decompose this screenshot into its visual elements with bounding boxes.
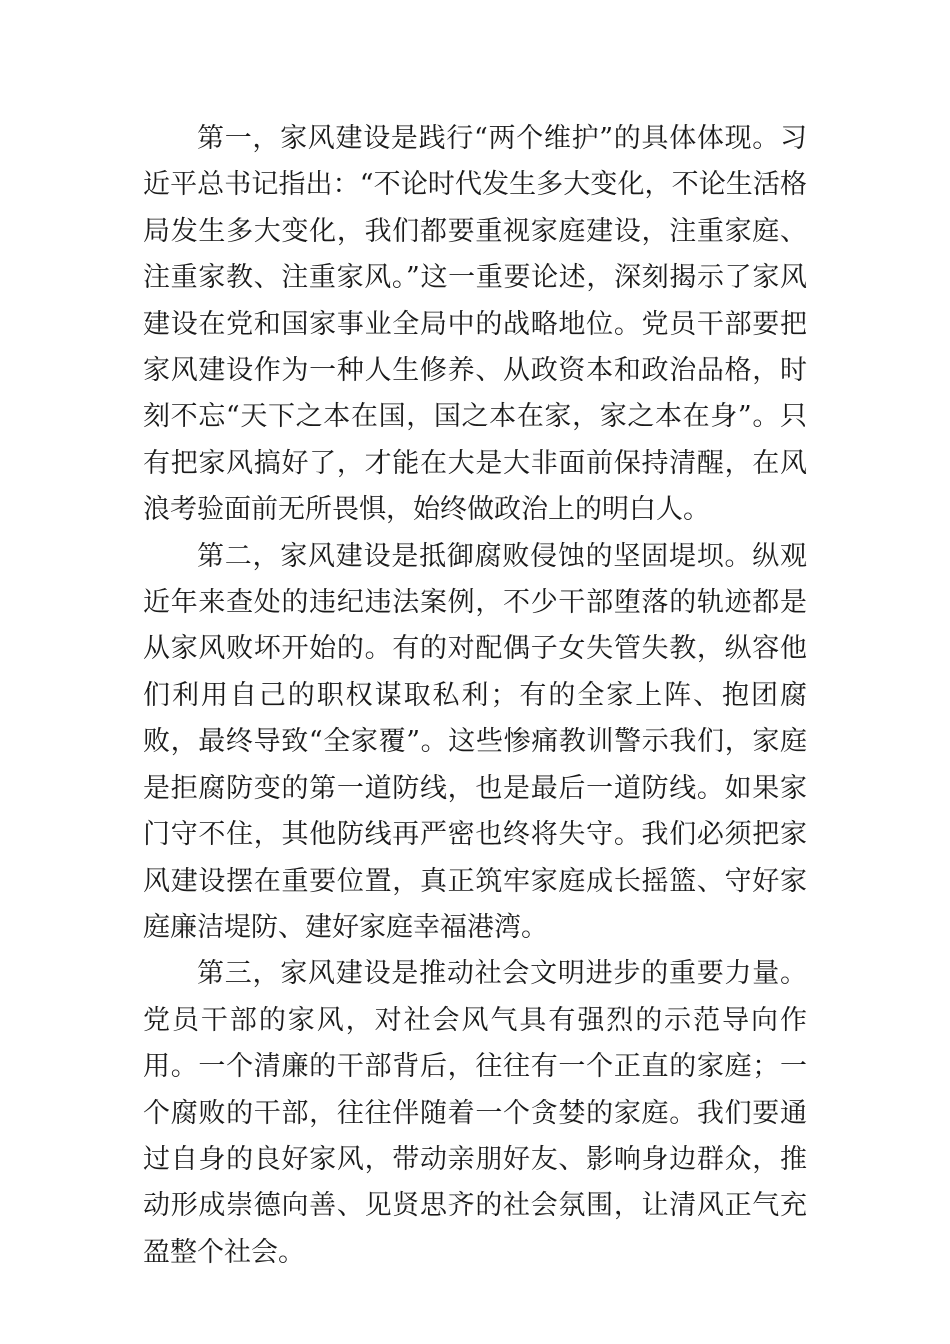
paragraph-third: 第三，家风建设是推动社会文明进步的重要力量。党员干部的家风，对社会风气具有强烈的示范导向作用。一个清廉的干部背后，往往有一个正直的家庭；一个腐败的干部，往往伴随着一个贪婪的家庭。我们要通过自身的良好家风，带动亲朋好友、影响身边群众，推动形成崇德向善、见贤思齐的社会氛围，让清风正气充盈整个社会。 (143, 958, 807, 1268)
document-page (143, 116, 807, 1276)
paragraph-first: 第一，家风建设是践行“两个维护”的具体体现。习近平总书记指出：“不论时代发生多大变化，不论生活格局发生多大变化，我们都要重视家庭建设，注重家庭、注重家教、注重家风。”这一重要论述，深刻揭示了家风建设在党和国家事业全局中的战略地位。党员干部要把家风建设作为一种人生修养、从政资本和政治品格，时刻不忘“天下之本在国，国之本在家，家之本在身”。只有把家风搞好了，才能在大是大非面前保持清醒，在风浪考验面前无所畏惧，始终做政治上的明白人。 (143, 123, 807, 526)
paragraph-second: 第二，家风建设是抵御腐败侵蚀的坚固堤坝。纵观近年来查处的违纪违法案例，不少干部堕落的轨迹都是从家风败坏开始的。有的对配偶子女失管失教，纵容他们利用自己的职权谋取私利；有的全家上阵、抱团腐败，最终导致“全家覆”。这些惨痛教训警示我们，家庭是拒腐防变的第一道防线，也是最后一道防线。如果家门守不住，其他防线再严密也终将失守。我们必须把家风建设摆在重要位置，真正筑牢家庭成长摇篮、守好家庭廉洁堤防、建好家庭幸福港湾。 (143, 540, 807, 943)
